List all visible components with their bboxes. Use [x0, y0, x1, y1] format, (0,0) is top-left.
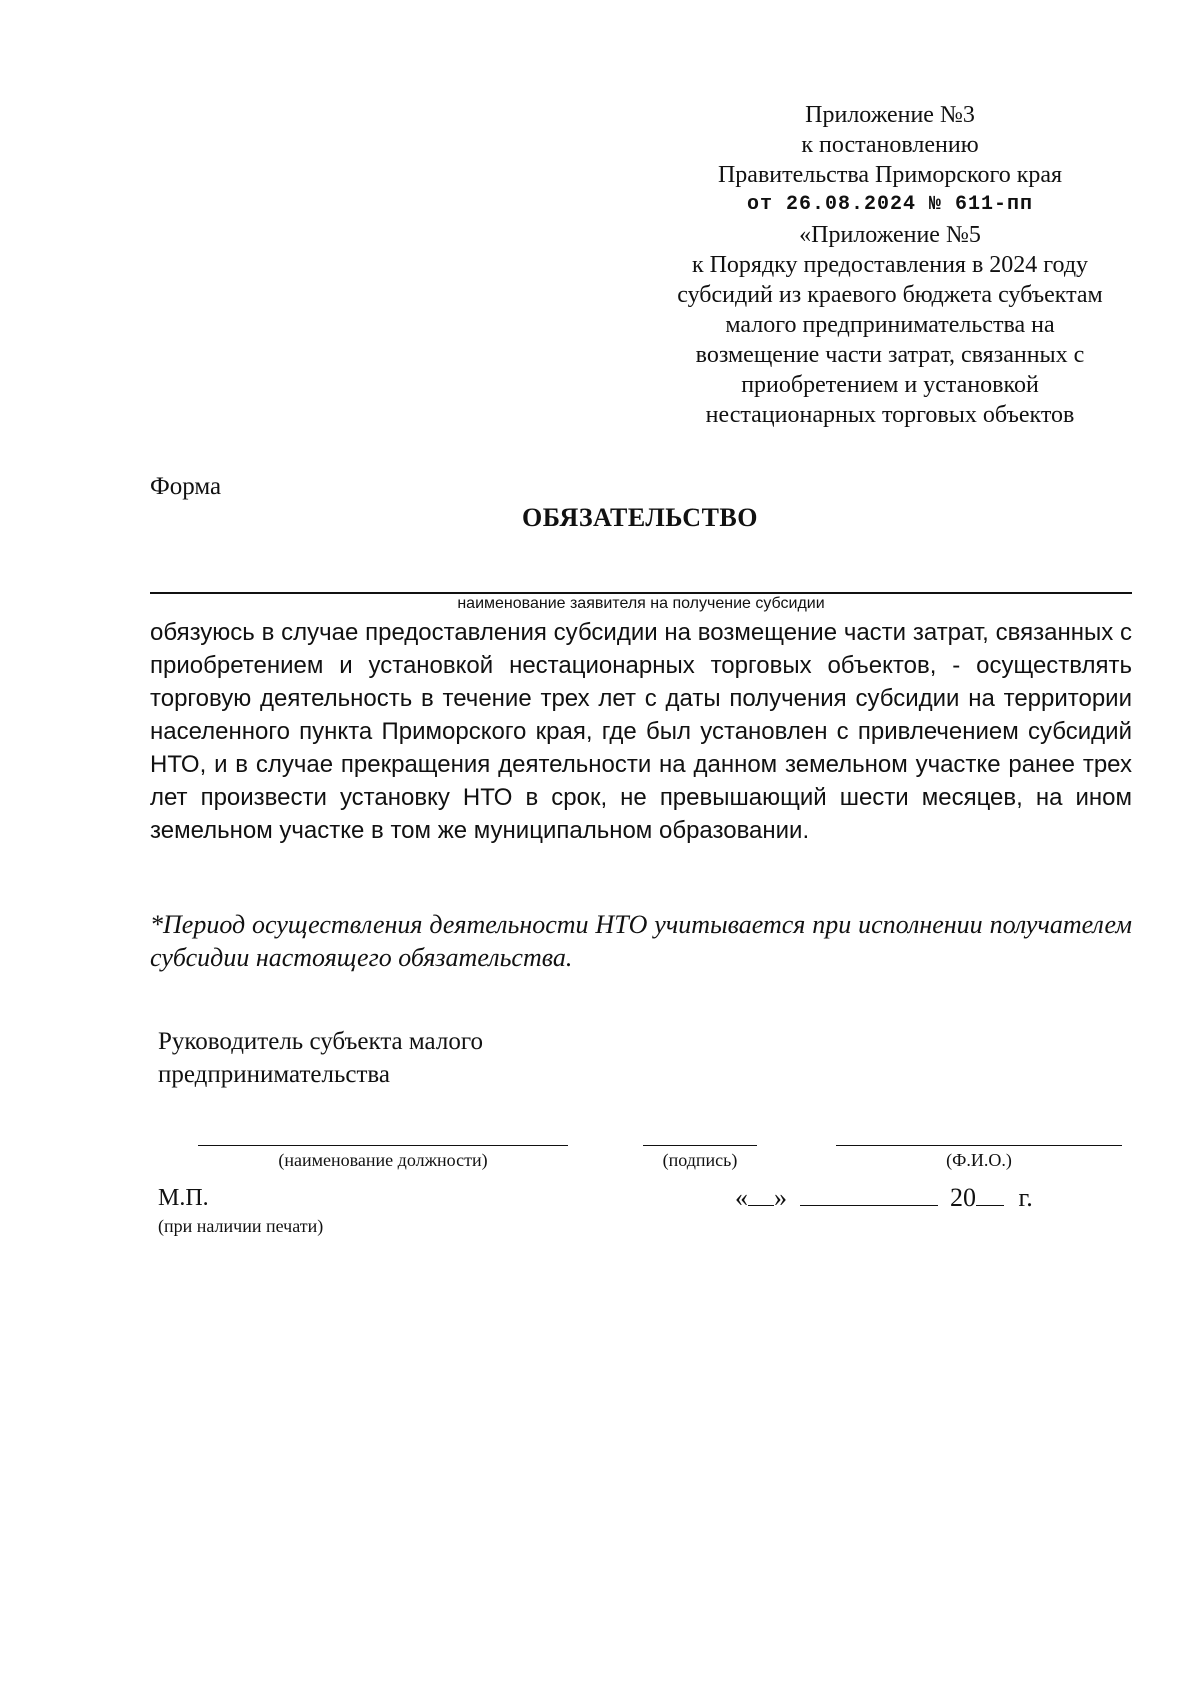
signature-line	[643, 1145, 757, 1146]
signature-caption: (подпись)	[662, 1150, 738, 1170]
appendix-line: возмещение части затрат, связанных с	[695, 342, 1085, 368]
applicant-name-caption: наименование заявителя на получение субсидии	[457, 595, 825, 612]
appendix-line: к Порядку предоставления в 2024 году	[691, 252, 1089, 278]
month-blank	[800, 1183, 938, 1206]
year-suffix: г.	[1018, 1183, 1033, 1212]
obligation-text: обязуюсь в случае предоставления субсидии на возмещение части затрат, связанных с приобретением и установкой нестационарных торговых объектов, - осуществлять торговую деятельность в течение трех лет с даты получения субсидии на территории населенного пункта Приморского края, где был установлен с привлечением субсидий НТО, и в случае прекращения деятельности на данном земельном участке ранее трех лет произвести установку НТО в срок, не превышающий шести месяцев, на ином земельном участке в том же муниципальном образовании.	[150, 619, 1132, 844]
signer-line: Руководитель субъекта малого	[158, 1028, 483, 1055]
appendix-header	[650, 100, 1130, 430]
signer-title	[158, 1025, 483, 1091]
year-prefix: 20	[950, 1183, 976, 1212]
document-title: ОБЯЗАТЕЛЬСТВО	[522, 503, 758, 532]
registration-number: от 26.08.2024 № 611-пп	[746, 193, 1034, 216]
appendix-line: к постановлению	[801, 132, 979, 158]
appendix-line: Правительства Приморского края	[717, 162, 1063, 188]
appendix-line: приобретением и установкой	[741, 372, 1039, 398]
form-label: Форма	[150, 473, 222, 500]
applicant-name-line	[150, 592, 1132, 594]
day-blank	[748, 1183, 774, 1206]
footnote: *Период осуществления деятельности НТО учитывается при исполнении получателем субсидии настоящего обязательства.	[150, 910, 1132, 972]
signer-line: предпринимательства	[158, 1061, 390, 1088]
appendix-line: «Приложение №5	[799, 222, 981, 248]
appendix-line: нестационарных торговых объектов	[705, 402, 1075, 428]
position-line	[198, 1145, 568, 1146]
appendix-line: Приложение №3	[805, 102, 975, 128]
date-close-quote: »	[774, 1183, 787, 1212]
appendix-line: субсидий из краевого бюджета субъектам	[677, 282, 1103, 308]
position-caption: (наименование должности)	[278, 1150, 488, 1170]
full-name-line	[836, 1145, 1122, 1146]
year-blank	[976, 1183, 1004, 1206]
appendix-line: малого предпринимательства на	[725, 312, 1055, 338]
date-open-quote: «	[735, 1183, 748, 1212]
date-field	[735, 1183, 1033, 1213]
stamp-note: (при наличии печати)	[158, 1216, 324, 1236]
full-name-caption: (Ф.И.О.)	[946, 1150, 1012, 1170]
stamp-label: М.П.	[158, 1185, 209, 1211]
